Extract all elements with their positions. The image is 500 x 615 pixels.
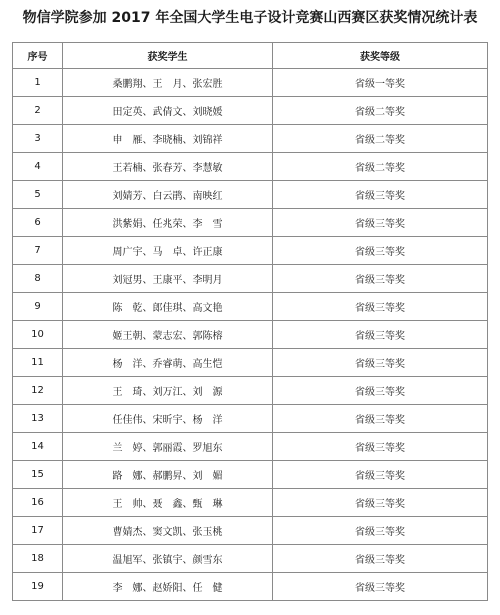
cell-award-level: 省级二等奖 [273, 97, 488, 125]
cell-serial-number: 4 [13, 153, 63, 181]
cell-serial-number: 9 [13, 293, 63, 321]
cell-award-level: 省级三等奖 [273, 349, 488, 377]
table-body [13, 69, 488, 601]
award-table [12, 42, 488, 601]
table-row [13, 181, 488, 209]
table-row [13, 265, 488, 293]
cell-students: 路 娜、郝鹏昇、刘 媚 [63, 461, 273, 489]
table-row [13, 433, 488, 461]
cell-students: 申 雁、李晓楠、刘锦祥 [63, 125, 273, 153]
cell-award-level: 省级三等奖 [273, 405, 488, 433]
cell-award-level: 省级三等奖 [273, 489, 488, 517]
cell-students: 曹婧杰、窦文凯、张玉桃 [63, 517, 273, 545]
cell-serial-number: 11 [13, 349, 63, 377]
cell-students: 王若楠、张春芳、李慧敏 [63, 153, 273, 181]
cell-students: 桑鹏翔、王 月、张宏胜 [63, 69, 273, 97]
cell-award-level: 省级三等奖 [273, 377, 488, 405]
cell-serial-number: 6 [13, 209, 63, 237]
cell-award-level: 省级三等奖 [273, 517, 488, 545]
cell-serial-number: 8 [13, 265, 63, 293]
cell-students: 周广宇、马 卓、许正康 [63, 237, 273, 265]
cell-award-level: 省级三等奖 [273, 573, 488, 601]
cell-award-level: 省级三等奖 [273, 237, 488, 265]
cell-students: 温旭军、张镇宇、颜雪东 [63, 545, 273, 573]
award-table-container [12, 42, 487, 601]
cell-serial-number: 7 [13, 237, 63, 265]
table-row [13, 489, 488, 517]
cell-award-level: 省级三等奖 [273, 545, 488, 573]
cell-students: 姬王朝、蒙志宏、郭陈榕 [63, 321, 273, 349]
cell-serial-number: 15 [13, 461, 63, 489]
table-row [13, 209, 488, 237]
cell-students: 李 娜、赵娇阳、任 健 [63, 573, 273, 601]
cell-award-level: 省级二等奖 [273, 153, 488, 181]
header-award-students: 获奖学生 [63, 43, 273, 69]
cell-students: 田定英、武倩文、刘晓媛 [63, 97, 273, 125]
table-header-row [13, 43, 488, 69]
table-row [13, 573, 488, 601]
cell-students: 杨 洋、乔睿萌、高生恺 [63, 349, 273, 377]
cell-award-level: 省级三等奖 [273, 433, 488, 461]
table-row [13, 405, 488, 433]
table-row [13, 293, 488, 321]
table-row [13, 517, 488, 545]
header-serial-number: 序号 [13, 43, 63, 69]
table-row [13, 545, 488, 573]
cell-award-level: 省级三等奖 [273, 321, 488, 349]
table-row [13, 461, 488, 489]
cell-serial-number: 16 [13, 489, 63, 517]
cell-serial-number: 18 [13, 545, 63, 573]
cell-serial-number: 12 [13, 377, 63, 405]
cell-students: 陈 乾、郎佳琪、高文艳 [63, 293, 273, 321]
table-row [13, 321, 488, 349]
table-row [13, 153, 488, 181]
cell-serial-number: 17 [13, 517, 63, 545]
cell-students: 洪紫娟、任兆荣、李 雪 [63, 209, 273, 237]
cell-students: 王 琦、刘万江、刘 源 [63, 377, 273, 405]
cell-students: 刘冠男、王康平、李明月 [63, 265, 273, 293]
cell-award-level: 省级三等奖 [273, 265, 488, 293]
cell-students: 任佳伟、宋昕宇、杨 洋 [63, 405, 273, 433]
cell-students: 王 帅、聂 鑫、甄 琳 [63, 489, 273, 517]
cell-serial-number: 2 [13, 97, 63, 125]
cell-serial-number: 19 [13, 573, 63, 601]
cell-award-level: 省级三等奖 [273, 293, 488, 321]
table-row [13, 125, 488, 153]
table-row [13, 69, 488, 97]
table-row [13, 377, 488, 405]
cell-award-level: 省级三等奖 [273, 181, 488, 209]
cell-award-level: 省级二等奖 [273, 125, 488, 153]
table-row [13, 237, 488, 265]
header-award-level: 获奖等级 [273, 43, 488, 69]
cell-students: 刘婧芳、白云鹃、南映红 [63, 181, 273, 209]
cell-serial-number: 13 [13, 405, 63, 433]
cell-serial-number: 14 [13, 433, 63, 461]
cell-award-level: 省级三等奖 [273, 209, 488, 237]
cell-serial-number: 3 [13, 125, 63, 153]
cell-award-level: 省级三等奖 [273, 461, 488, 489]
cell-serial-number: 5 [13, 181, 63, 209]
table-row [13, 97, 488, 125]
cell-students: 兰 婷、郭丽霞、罗旭东 [63, 433, 273, 461]
cell-serial-number: 1 [13, 69, 63, 97]
cell-serial-number: 10 [13, 321, 63, 349]
table-row [13, 349, 488, 377]
cell-award-level: 省级一等奖 [273, 69, 488, 97]
document-title: 物信学院参加 2017 年全国大学生电子设计竞赛山西赛区获奖情况统计表 [22, 10, 478, 26]
